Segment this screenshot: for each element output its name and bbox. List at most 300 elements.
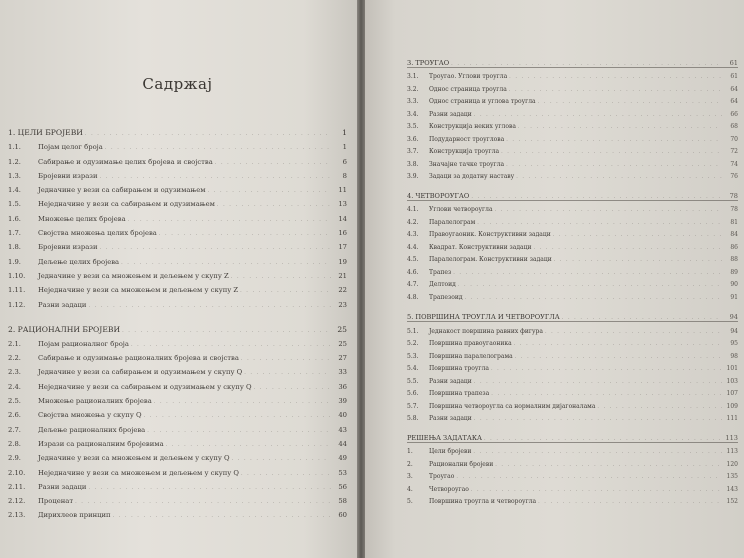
entry-number: 1. [407, 448, 413, 455]
dot-leader [509, 73, 722, 80]
toc-entry [407, 143, 738, 156]
entry-number: 3.7. [407, 148, 419, 155]
dot-leader [217, 200, 331, 208]
entry-page-number: 1 [342, 143, 347, 152]
toc-entry [407, 493, 738, 506]
toc-entry [407, 130, 738, 143]
dot-leader [154, 397, 331, 405]
entry-number: 5.1. [407, 327, 419, 335]
left-page [0, 0, 357, 558]
entry-number: 5.2. [407, 340, 419, 347]
entry-page-number: 72 [730, 148, 738, 155]
entry-page-number: 66 [730, 110, 738, 118]
section-page-number: 61 [729, 58, 738, 67]
section-heading [8, 123, 347, 137]
toc-entry [407, 155, 738, 168]
toc-entry [8, 448, 347, 462]
dot-leader [465, 294, 722, 301]
dot-leader [208, 186, 331, 194]
dot-leader [474, 111, 722, 118]
dot-leader [473, 448, 722, 455]
entry-number: 2.3. [8, 368, 21, 377]
entry-title: Неједначине у вези са сабирањем и одузимањем [38, 200, 215, 209]
entry-page-number: 84 [730, 231, 738, 238]
dot-leader [491, 365, 722, 372]
toc-entry [407, 372, 738, 385]
dot-leader [231, 272, 331, 280]
entry-page-number: 91 [730, 293, 738, 301]
entry-page-number: 39 [338, 397, 347, 406]
toc-entry [8, 294, 347, 308]
toc-entry [8, 348, 347, 362]
toc-entry [407, 276, 738, 289]
entry-number: 3.4. [407, 110, 419, 118]
dot-leader [516, 173, 722, 180]
entry-page-number: 17 [338, 243, 347, 252]
entry-page-number: 109 [726, 402, 738, 410]
toc-section [407, 55, 738, 180]
entry-title: Сабирање и одузимање рационалних бројева и својства [38, 354, 239, 363]
book-gutter [357, 0, 365, 558]
entry-title: Површина трапеза [429, 390, 490, 397]
entry-number: 1.4. [8, 186, 21, 195]
entry-number: 4.3. [407, 231, 419, 238]
entry-page-number: 152 [726, 498, 738, 505]
dot-leader [501, 148, 722, 155]
entry-number: 2.5. [8, 397, 21, 406]
entry-number: 4.4. [407, 243, 419, 251]
entry-number: 1.10. [8, 271, 26, 280]
right-page [365, 0, 744, 558]
dot-leader [506, 136, 722, 143]
dot-leader [131, 340, 331, 348]
dot-leader [451, 59, 722, 67]
entry-number: 2.7. [8, 425, 21, 434]
toc-entry [8, 405, 347, 419]
toc-section [407, 310, 738, 423]
toc-entry [8, 419, 347, 433]
entry-title: Једначине у вези са сабирањем и одузимањем у скупу Q [38, 368, 243, 377]
entry-page-number: 135 [726, 473, 738, 480]
dot-leader [458, 281, 722, 288]
dot-leader [554, 256, 722, 263]
dot-leader [244, 368, 331, 376]
entry-page-number: 40 [338, 411, 347, 420]
entry-title: Троугао. Углови троугла [429, 73, 508, 80]
entry-number: 1.3. [8, 171, 21, 180]
entry-title: Множење целих бројева [38, 214, 126, 223]
dot-leader [538, 98, 722, 105]
dot-leader [241, 354, 331, 362]
section-heading-label: 3. ТРОУГАО [407, 58, 450, 67]
dot-leader [88, 301, 331, 309]
dot-leader [538, 498, 722, 505]
entry-number: 5.6. [407, 390, 419, 397]
dot-leader [474, 378, 722, 385]
entry-title: Разни задаци [429, 415, 472, 422]
entry-title: Сабирање и одузимање целих бројева и својства [38, 157, 213, 166]
entry-title: Површина троугла [429, 365, 489, 372]
entry-title: Својства множења у скупу Q [38, 411, 142, 420]
entry-title: Једначине у вези са сабирањем и одузимањем [38, 186, 206, 195]
toc-entry [8, 462, 347, 476]
entry-number: 4.6. [407, 268, 419, 276]
toc-entry [407, 68, 738, 81]
entry-number: 1.11. [8, 286, 26, 295]
entry-title: Четвороугао [429, 485, 469, 493]
toc-entry [8, 137, 347, 151]
dot-leader [159, 229, 331, 237]
section-heading [407, 430, 738, 442]
entry-number: 1.5. [8, 200, 21, 209]
entry-number: 2.9. [8, 454, 21, 463]
toc-entry [407, 201, 738, 214]
entry-page-number: 53 [338, 468, 347, 477]
toc-entry [407, 105, 738, 118]
entry-number: 3.6. [407, 135, 419, 143]
dot-leader [515, 353, 722, 360]
entry-page-number: 143 [726, 485, 738, 493]
toc-section [407, 188, 738, 301]
entry-title: Разни задаци [38, 300, 87, 309]
entry-title: Задаци за додатну наставу [429, 173, 515, 180]
entry-number: 4.2. [407, 218, 419, 226]
entry-number: 1.2. [8, 157, 21, 166]
entry-page-number: 23 [338, 300, 347, 309]
entry-title: Разни задаци [429, 377, 472, 385]
entry-title: Конструкција неких углова [429, 123, 516, 130]
entry-title: Једначине у вези са множењем и дељењем у скупу Q [38, 454, 230, 463]
toc-entry [407, 93, 738, 106]
dot-leader [474, 415, 722, 422]
dot-leader [545, 328, 722, 335]
entry-number: 2.4. [8, 382, 21, 391]
entry-number: 3.9. [407, 173, 419, 180]
entry-number: 4.7. [407, 281, 419, 288]
toc-entry [8, 434, 347, 448]
section-heading-label: 5. ПОВРШИНА ТРОУГЛА И ЧЕТВОРОУГЛА [407, 313, 560, 321]
toc-entry [8, 280, 347, 294]
entry-page-number: 22 [338, 286, 347, 295]
toc-entry [8, 477, 347, 491]
toc-entry [8, 362, 347, 376]
dot-leader [477, 219, 722, 226]
toc-entry [407, 443, 738, 456]
entry-number: 2.13. [8, 511, 26, 520]
toc-entry [8, 251, 347, 265]
entry-title: Бројевни изрази [38, 171, 98, 180]
entry-number: 2.10. [8, 468, 26, 477]
entry-page-number: 76 [730, 173, 738, 180]
entry-number: 1.12. [8, 300, 26, 309]
section-heading [407, 188, 738, 200]
entry-title: Неједначине у вези са множењем и дељењем у скупу Q [38, 468, 239, 477]
entry-page-number: 111 [726, 415, 738, 422]
entry-page-number: 13 [338, 200, 347, 209]
section-page-number: 25 [337, 324, 347, 334]
section-page-number: 94 [729, 313, 738, 321]
entry-page-number: 16 [338, 229, 347, 238]
dot-leader [514, 340, 722, 347]
toc-entry [8, 180, 347, 194]
entry-title: Подударност троуглова [429, 135, 505, 143]
entry-number: 4. [407, 485, 413, 493]
entry-number: 4.8. [407, 293, 419, 301]
entry-title: Конструкција троугла [429, 148, 500, 155]
entry-title: Бројевни изрази [38, 243, 98, 252]
entry-title: Множење рационалних бројева [38, 397, 152, 406]
entry-page-number: 68 [730, 123, 738, 130]
dot-leader [88, 483, 331, 491]
entry-number: 3. [407, 473, 413, 480]
entry-title: Дељење рационалних бројева [38, 425, 146, 434]
toc-entry [8, 334, 347, 348]
entry-title: Својства множења целих бројева [38, 229, 157, 238]
entry-page-number: 56 [338, 482, 347, 491]
dot-leader [232, 454, 331, 462]
entry-title: Изрази са рационалним бројевима [38, 439, 164, 448]
entry-page-number: 88 [730, 256, 738, 263]
dot-leader [509, 86, 722, 93]
entry-title: Паралелограм. Конструктивни задаци [429, 256, 552, 263]
dot-leader [121, 258, 331, 266]
dot-leader [100, 243, 332, 251]
entry-title: Делтоид [429, 281, 456, 288]
dot-leader [562, 313, 722, 321]
entry-page-number: 74 [730, 160, 738, 168]
toc-entry [407, 360, 738, 373]
entry-number: 2.6. [8, 411, 21, 420]
entry-number: 5.7. [407, 402, 419, 410]
dot-leader [495, 461, 722, 468]
section-heading-label: 2. РАЦИОНАЛНИ БРОЈЕВИ [8, 324, 121, 334]
entry-page-number: 36 [338, 382, 347, 391]
toc-entry [407, 168, 738, 181]
entry-page-number: 25 [338, 339, 347, 348]
entry-number: 2.11. [8, 482, 26, 491]
entry-title: Значајне тачке троугла [429, 160, 505, 168]
section-page-number: 1 [342, 128, 347, 137]
dot-leader [166, 440, 331, 448]
entry-number: 3.8. [407, 160, 419, 168]
entry-page-number: 70 [730, 135, 738, 143]
entry-page-number: 49 [338, 454, 347, 463]
toc-entry [407, 80, 738, 93]
entry-number: 1.7. [8, 229, 21, 238]
dot-leader [85, 128, 331, 137]
toc-entry [8, 166, 347, 180]
section-heading [407, 55, 738, 67]
toc-entry [407, 335, 738, 348]
entry-title: Једначине у вези са множењем и дељењем у скупу Z [38, 271, 229, 280]
dot-leader [128, 215, 331, 223]
dot-leader [533, 244, 722, 251]
section-heading-label: 4. ЧЕТВОРОУГАО [407, 191, 470, 200]
dot-leader [241, 469, 331, 477]
entry-title: Троугао [429, 473, 455, 480]
entry-title: Трапезоид [429, 293, 463, 301]
toc-entry [8, 376, 347, 390]
toc-entry [407, 118, 738, 131]
entry-title: Дирихлеов принцип [38, 511, 111, 520]
section-heading [407, 310, 738, 322]
entry-title: Једнакост површина равних фигура [429, 327, 543, 335]
entry-page-number: 43 [338, 425, 347, 434]
entry-page-number: 61 [730, 73, 738, 80]
toc-entry [8, 266, 347, 280]
dot-leader [100, 172, 332, 180]
entry-title: Неједначине у вези са сабирањем и одузимањем у скупу Q [38, 382, 252, 391]
entry-page-number: 98 [730, 352, 738, 360]
entry-page-number: 11 [338, 186, 347, 195]
entry-page-number: 64 [730, 85, 738, 93]
entry-page-number: 27 [338, 354, 347, 363]
toc-title: Садржај [142, 75, 213, 93]
entry-title: Неједначине у вези са множењем и дељењем у скупу Z [38, 286, 239, 295]
dot-leader [240, 286, 331, 294]
entry-title: Углови четвороугла [429, 206, 493, 213]
entry-page-number: 101 [726, 365, 738, 372]
toc-entry [407, 226, 738, 239]
entry-title: Паралелограм [429, 218, 476, 226]
entry-title: Површина четвороугла са нормалним дијагоналама [429, 402, 596, 410]
section-page-number: 113 [725, 433, 738, 442]
entry-number: 1.1. [8, 143, 21, 152]
section-heading-label: РЕШЕЊА ЗАДАТАКА [407, 433, 482, 442]
toc-entry [8, 505, 347, 519]
entry-title: Разни задаци [429, 110, 472, 118]
toc-entry [407, 213, 738, 226]
entry-page-number: 8 [342, 171, 347, 180]
entry-number: 5.4. [407, 365, 419, 372]
entry-title: Квадрат. Конструктивни задаци [429, 243, 532, 251]
entry-title: Разни задаци [38, 482, 87, 491]
dot-leader [122, 325, 331, 334]
entry-title: Рационални бројеви [429, 460, 494, 468]
toc-entry [407, 288, 738, 301]
entry-title: Однос страница троугла [429, 85, 507, 93]
dot-leader [456, 473, 722, 480]
toc-entry [407, 251, 738, 264]
entry-number: 5.8. [407, 415, 419, 422]
dot-leader [597, 403, 722, 410]
toc-entry [407, 468, 738, 481]
entry-page-number: 33 [338, 368, 347, 377]
toc-entry [8, 237, 347, 251]
toc-entry [407, 480, 738, 493]
toc-entry [8, 491, 347, 505]
entry-page-number: 95 [730, 340, 738, 347]
entry-page-number: 78 [730, 206, 738, 213]
entry-page-number: 103 [726, 377, 738, 385]
toc-entry [8, 151, 347, 165]
entry-title: Површина паралелограма [429, 352, 513, 360]
section-heading-label: 1. ЦЕЛИ БРОЈЕВИ [8, 128, 83, 137]
entry-page-number: 89 [730, 268, 738, 276]
entry-page-number: 19 [338, 257, 347, 266]
toc-entry [8, 194, 347, 208]
entry-page-number: 107 [726, 390, 738, 397]
entry-number: 2.8. [8, 439, 21, 448]
dot-leader [553, 231, 722, 238]
entry-page-number: 60 [338, 511, 347, 520]
entry-number: 2.2. [8, 354, 21, 363]
section-page-number: 78 [729, 191, 738, 200]
dot-leader [506, 161, 722, 168]
toc-entry [407, 322, 738, 335]
dot-leader [471, 192, 722, 200]
dot-leader [495, 206, 722, 213]
dot-leader [453, 269, 722, 276]
toc-section [407, 430, 738, 505]
section-heading [8, 320, 347, 334]
entry-page-number: 81 [730, 218, 738, 226]
entry-title: Површина троугла и четвороугла [429, 498, 537, 505]
entry-number: 1.6. [8, 214, 21, 223]
entry-number: 3.3. [407, 98, 419, 105]
entry-page-number: 21 [338, 271, 347, 280]
entry-title: Трапез [429, 268, 452, 276]
dot-leader [75, 497, 331, 505]
entry-number: 4.5. [407, 256, 419, 263]
toc-entry [407, 455, 738, 468]
dot-leader [105, 143, 331, 151]
entry-page-number: 113 [726, 448, 738, 455]
entry-number: 5. [407, 498, 413, 505]
toc-section [8, 320, 347, 520]
entry-title: Правоугаоник. Конструктивни задаци [429, 231, 551, 238]
entry-number: 4.1. [407, 206, 419, 213]
entry-number: 3.5. [407, 123, 419, 130]
entry-number: 3.1. [407, 73, 419, 80]
entry-number: 3.2. [407, 85, 419, 93]
entry-page-number: 90 [730, 281, 738, 288]
entry-page-number: 64 [730, 98, 738, 105]
entry-number: 2.12. [8, 497, 26, 506]
dot-leader [215, 158, 331, 166]
toc-entry [407, 410, 738, 423]
entry-page-number: 6 [342, 157, 347, 166]
toc-entry [407, 347, 738, 360]
dot-leader [113, 511, 331, 519]
toc-entry [8, 223, 347, 237]
entry-number: 1.8. [8, 243, 21, 252]
dot-leader [518, 123, 722, 130]
entry-page-number: 86 [730, 243, 738, 251]
entry-title: Појам рационалног броја [38, 339, 129, 348]
entry-page-number: 94 [730, 327, 738, 335]
entry-title: Цели бројеви [429, 448, 472, 455]
entry-number: 2.1. [8, 339, 21, 348]
entry-title: Однос страница и углова троугла [429, 98, 536, 105]
entry-page-number: 14 [338, 214, 347, 223]
entry-title: Појам целог броја [38, 143, 103, 152]
dot-leader [254, 383, 331, 391]
dot-leader [147, 426, 331, 434]
entry-page-number: 120 [726, 460, 738, 468]
dot-leader [471, 486, 722, 493]
entry-page-number: 44 [338, 439, 347, 448]
entry-page-number: 58 [338, 497, 347, 506]
toc-section [8, 123, 347, 309]
entry-title: Дељење целих бројева [38, 257, 120, 266]
entry-number: 2. [407, 460, 413, 468]
toc-entry [407, 397, 738, 410]
toc-entry [8, 208, 347, 222]
entry-number: 5.3. [407, 352, 419, 360]
toc-entry [407, 385, 738, 398]
toc-entry [407, 238, 738, 251]
